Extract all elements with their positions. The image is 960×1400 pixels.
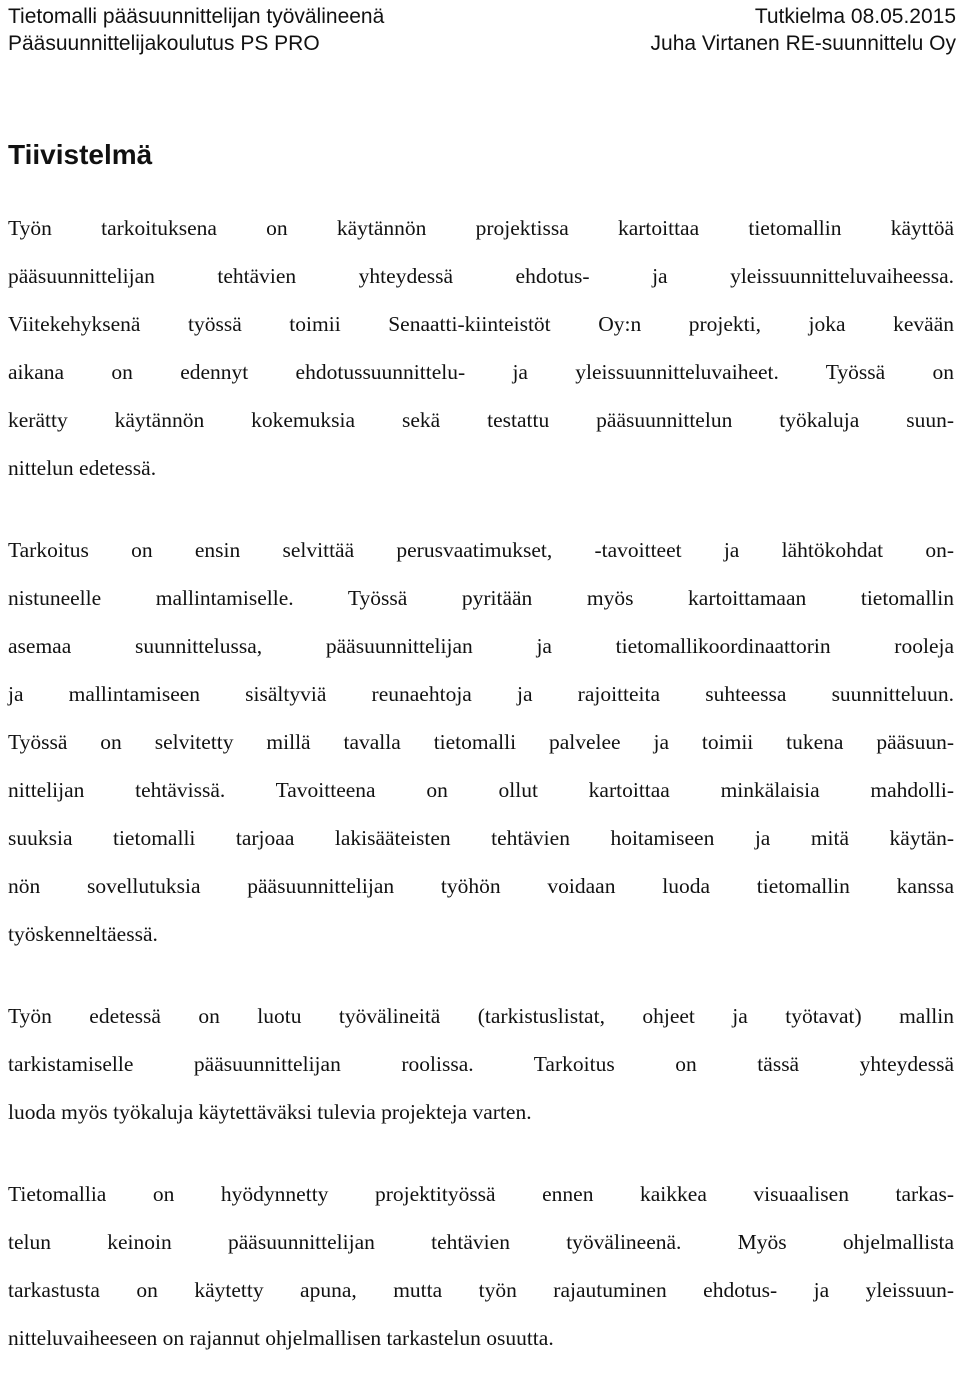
header-row-2 (8, 30, 956, 57)
text-line: Työn edetessä on luotu työvälineitä (tarkistuslistat, ohjeet ja työtavat) mallin (8, 1004, 954, 1028)
text-line: suuksia tietomalli tarjoaa lakisääteisten tehtävien hoitamiseen ja mitä käytän- (8, 826, 954, 850)
text-line: tarkistamiselle pääsuunnittelijan roolissa. Tarkoitus on tässä yhteydessä (8, 1052, 954, 1076)
section-title: Tiivistelmä (8, 139, 153, 170)
paragraph-2 (8, 526, 954, 958)
text-line: nistuneelle mallintamiselle. Työssä pyritään myös kartoittamaan tietomallin (8, 586, 954, 610)
text-line: luoda myös työkaluja käytettäväksi tulevia projekteja varten. (8, 1100, 532, 1124)
text-line: telun keinoin pääsuunnittelijan tehtävien työvälineenä. Myös ohjelmallista (8, 1230, 954, 1254)
page-header (8, 3, 956, 57)
text-line: nittelun edetessä. (8, 456, 157, 480)
abstract-body (8, 204, 954, 1396)
text-line: pääsuunnittelijan tehtävien yhteydessä ehdotus- ja yleissuunnitteluvaiheessa. (8, 264, 954, 288)
text-line: kerätty käytännön kokemuksia sekä testattu pääsuunnittelun työkaluja suun- (8, 408, 954, 432)
text-line: nitteluvaiheeseen on rajannut ohjelmallisen tarkastelun osuutta. (8, 1326, 554, 1350)
text-line: ja mallintamiseen sisältyviä reunaehtoja ja rajoitteita suhteessa suunnitteluun. (8, 682, 954, 706)
text-line: nittelijan tehtävissä. Tavoitteena on ollut kartoittaa minkälaisia mahdolli- (8, 778, 954, 802)
header-document-title: Tietomalli pääsuunnittelijan työvälineenä (8, 5, 385, 28)
paragraph-1 (8, 204, 954, 492)
header-course-name: Pääsuunnittelijakoulutus PS PRO (8, 32, 320, 55)
text-line: nön sovellutuksia pääsuunnittelijan työhön voidaan luoda tietomallin kanssa (8, 874, 954, 898)
text-line: Tietomallia on hyödynnetty projektityössä ennen kaikkea visuaalisen tarkas- (8, 1182, 954, 1206)
text-line: aikana on edennyt ehdotussuunnittelu- ja yleissuunnitteluvaiheet. Työssä on (8, 360, 954, 384)
paragraph-4 (8, 1170, 954, 1362)
text-line: Työssä on selvitetty millä tavalla tietomalli palvelee ja toimii tukena pääsuun- (8, 730, 954, 754)
text-line: Viitekehyksenä työssä toimii Senaatti-kiinteistöt Oy:n projekti, joka kevään (8, 312, 954, 336)
paragraph-3 (8, 992, 954, 1136)
text-line: Tarkoitus on ensin selvittää perusvaatimukset, -tavoitteet ja lähtökohdat on- (8, 538, 954, 562)
text-line: Työn tarkoituksena on käytännön projektissa kartoittaa tietomallin käyttöä (8, 216, 954, 240)
text-line: asemaa suunnittelussa, pääsuunnittelijan ja tietomallikoordinaattorin rooleja (8, 634, 954, 658)
text-line: tarkastusta on käytetty apuna, mutta työn rajautuminen ehdotus- ja yleissuun- (8, 1278, 954, 1302)
header-document-date: Tutkielma 08.05.2015 (754, 5, 956, 28)
header-author: Juha Virtanen RE-suunnittelu Oy (650, 32, 956, 55)
text-line: työskenneltäessä. (8, 922, 158, 946)
header-row-1 (8, 3, 956, 30)
